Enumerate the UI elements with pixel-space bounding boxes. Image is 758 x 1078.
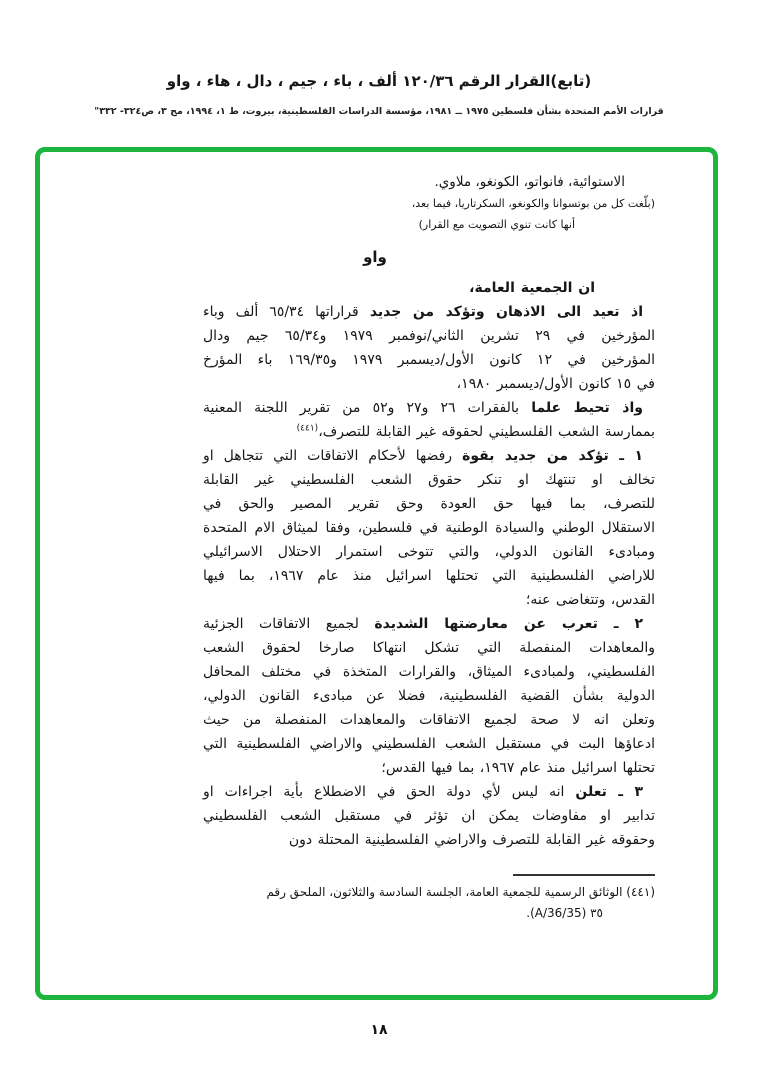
footnote-reference: ٣٥ (A/36/35). [526,906,603,920]
vote-note-line: الاستوائية، فانواتو، الكونغو، ملاوي. [434,174,625,190]
footnote-text: (٤٤١) الوثائق الرسمية للجمعية العامة، الجلسة السادسة والثلاثون، الملحق رقم [266,885,655,899]
body-line: ان الجمعية العامة، [469,280,595,296]
body-line: ٣ ـ تعلن انه ليس لأي دولة الحق في الاضطلاع بأية اجراءات او [203,784,643,800]
body-line: الاستقلال الوطني والسيادة الوطنية في فلسطين، وفقا لميثاق الام المتحدة [203,520,655,536]
body-line: وحقوقه غير القابلة للتصرف والاراضي الفلسطينية المحتلة دون [288,832,655,848]
body-line: الفلسطيني، ولمبادىء الميثاق، والقرارات المتخذة في مختلف المحافل [203,664,655,680]
body-line: للتصرف، بما فيها حق العودة وحق تقرير المصير والحق في [203,496,655,512]
body-line: تخالف او تنتهك او تنكر حقوق الشعب الفلسطيني غير القابلة [203,472,655,488]
document-title: (تابع)القرار الرقم ١٢٠/٣٦ ألف ، باء ، جيم ، دال ، هاء ، واو [166,72,592,90]
body-line: القدس، وتتغاضى عنه؛ [525,592,655,608]
page-number: ١٨ [370,1022,388,1038]
body-line: اذ تعيد الى الاذهان وتؤكد من جديد قراراتها ٦٥/٣٤ ألف وباء [203,304,643,320]
body-line: الدولية بشأن القضية الفلسطينية، فضلا عن مبادىء القانون الدولي، [203,688,655,704]
vote-note-line: أنها كانت تنوي التصويت مع القرار) [418,218,575,231]
body-line: واذ تحيط علما بالفقرات ٢٦ و٢٧ و٥٢ من تقرير اللجنة المعنية [203,400,643,416]
page-text-column [203,152,655,924]
body-line: ٢ ـ تعرب عن معارضتها الشديدة لجميع الاتفاقات الجزئية [203,616,643,632]
section-letter-heading: واو [363,248,387,266]
body-line: ومبادىء القانون الدولي، والتي تتوخى استمرار الاحتلال الاسرائيلي [203,544,655,560]
footnote-block [203,874,655,924]
body-line: بممارسة الشعب الفلسطيني لحقوقه غير القابلة للتصرف،$^{(٤٤١)}$ [296,423,655,440]
body-line: ١ ـ تؤكد من جديد بقوة رفضها لأحكام الاتفاقات التي تتجاهل او [203,448,643,464]
source-citation: قرارات الأمم المتحدة بشأن فلسطين ١٩٧٥ ــ ١٩٨١، مؤسسة الدراسات الفلسطينية، بيروت، ط ١، ١٩٩٤، مج ٣، ص٣٢٤- ٣٣٢" [94,106,664,117]
vote-note-block [203,172,655,235]
body-line: تدابير او مفاوضات يمكن ان تؤثر في مستقبل الشعب الفلسطيني [203,808,655,824]
highlight-border-box [35,147,718,1000]
body-line: تحتلها اسرائيل منذ عام ١٩٦٧، بما فيها القدس؛ [381,760,655,776]
footnote-separator [513,874,655,876]
body-line: ادعاؤها البت في مستقبل الشعب الفلسطيني والاراضي الفلسطينية التي [203,736,655,752]
body-line: في ١٥ كانون الأول/ديسمبر ١٩٨٠، [456,376,655,392]
body-line: وتعلن انه لا صحة لجميع الاتفاقات والمعاهدات المنفصلة من حيث [203,712,655,728]
body-lines [203,276,655,852]
body-line: المؤرخين في ٢٩ تشرين الثاني/نوفمبر ١٩٧٩ و٦٥/٣٤ جيم ودال [203,328,656,344]
vote-note-line: (بلّغت كل من بوتسوانا والكونغو، السكرتاريا، فيما بعد، [411,197,655,210]
body-line: والمعاهدات المنفصلة التي تشكل انتهاكا صارخا لحقوق الشعب [203,640,655,656]
body-line: المؤرخين في ١٢ كانون الأول/ديسمبر ١٩٧٩ و١٦٩/٣٥ باء المؤرخ [203,352,655,368]
body-line: للاراضي الفلسطينية التي تحتلها اسرائيل منذ عام ١٩٦٧، بما فيها [203,568,655,584]
